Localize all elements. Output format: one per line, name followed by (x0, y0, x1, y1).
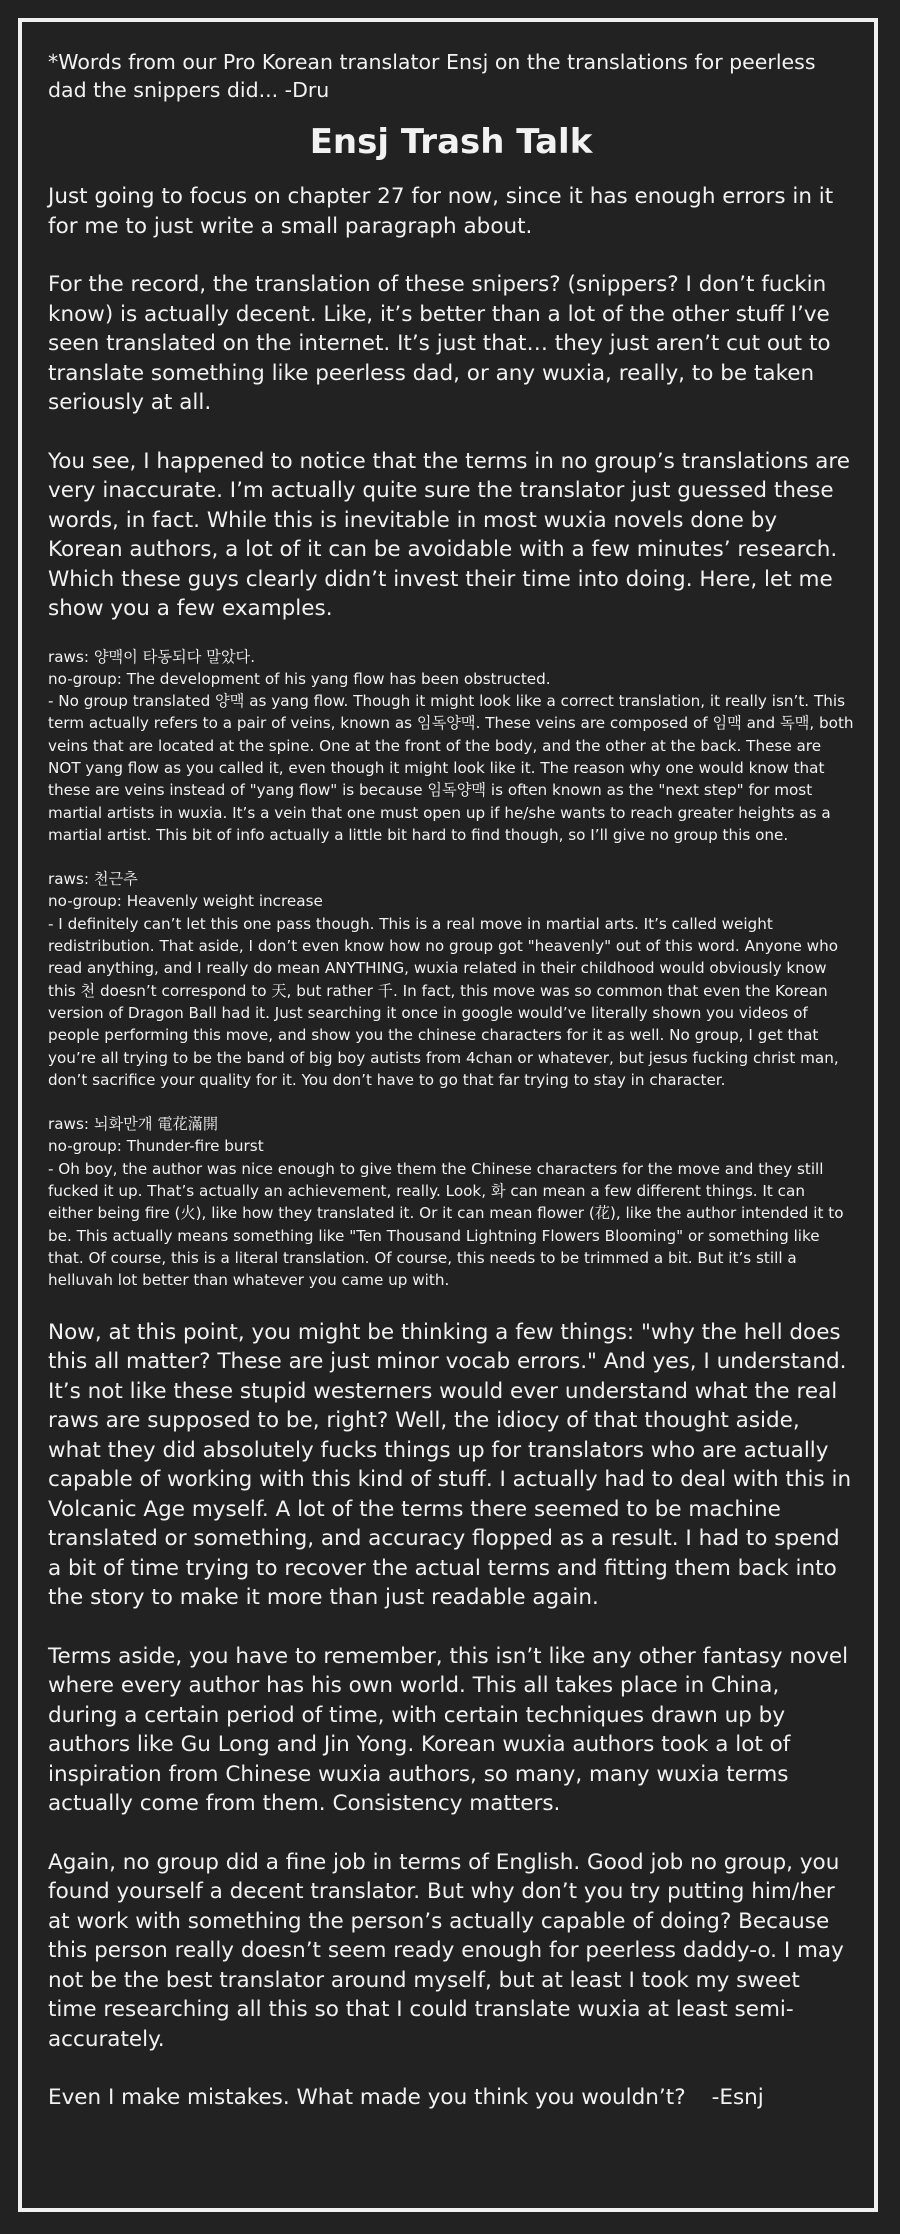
paragraph-consistency: Terms aside, you have to remember, this isn’t like any other fantasy novel where every author has his own world. This all takes place in China, during a certain period of time, with certain techniques drawn up by authors like Gu Long and Jin Yong. Korean wuxia authors took a lot of inspiration from Chinese wuxia authors, so many, many wuxia terms actually come from them. Consistency matters. (48, 1643, 849, 1817)
example-yang-flow (48, 646, 854, 847)
example-raws-line: raws: 양맥이 타동되다 말았다. (48, 647, 256, 666)
example-thunder-fire (48, 1113, 854, 1291)
example-comment: - No group translated 양맥 as yang flow. Though it might look like a correct translation, it really isn’t. This term actually refers to a pair of veins, known as 임독양맥. These veins are composed of 임맥 and 독맥, both veins that are located at the spine. One at the front of the body, and the other at the back. These are NOT yang flow as you called it, even though it might look like it. The reason why one would know that these are veins instead of "yang flow" is because 임독양맥 is often known as the "next step" for most martial artists in wuxia. It’s a vein that one must open up if he/she wants to reach greater heights as a martial artist. This bit of info actually a little bit hard to find though, so I’ll give no group this one. (48, 692, 854, 844)
closing-line (48, 2083, 854, 2113)
paragraph-conclusion: Again, no group did a fine job in terms of English. Good job no group, you found yourself a decent translator. But why don’t you try putting him/her at work with something the person’s actually capable of doing? Because this person really doesn’t seem ready enough for peerless daddy-o. I may not be the best translator around myself, but at least I took my sweet time researching all this so that I could translate wuxia at least semi-accurately. (48, 1849, 844, 2052)
closing-text: Even I make mistakes. What made you think you wouldn’t? (48, 2085, 686, 2111)
example-nogroup-line: no-group: The development of his yang flow has been obstructed. (48, 669, 551, 688)
signature: -Esnj (711, 2085, 764, 2111)
example-nogroup-line: no-group: Thunder-fire burst (48, 1137, 264, 1156)
article (48, 48, 854, 2113)
article-title: Ensj Trash Talk (309, 122, 593, 162)
example-nogroup-line: no-group: Heavenly weight increase (48, 892, 323, 911)
paragraph-inaccurate-terms: You see, I happened to notice that the terms in no group’s translations are very inaccurate. I’m actually quite sure the translator just guessed these words, in fact. While this is inevitable in most wuxia novels done by Korean authors, a lot of it can be avoidable with a few minutes’ research. Which these guys clearly didn’t invest their time into doing. Here, let me show you a few examples. (48, 448, 851, 621)
translator-intro-note: *Words from our Pro Korean translator Ensj on the translations for peerless dad the snippers did... -Dru (48, 50, 816, 102)
paragraph-intro: Just going to focus on chapter 27 for now, since it has enough errors in it for me to just write a small paragraph about. (48, 184, 834, 239)
example-comment: - I definitely can’t let this one pass though. This is a real move in martial arts. It’s called weight redistribution. That aside, I don’t even know how no group got "heavenly" out of this word. Anyone who read anything, and I really do mean ANYTHING, wuxia related in their childhood would obviously know this 천 doesn’t correspond to 天, but rather 千. In fact, this move was so common that even the Korean version of Dragon Ball had it. Just searching it once in google would’ve literally shown you videos of people performing this move, and show you the chinese characters for it as well. No group, I get that you’re all trying to be the band of big boy autists from 4chan or whatever, but jesus fucking christ man, don’t sacrifice your quality for it. You don’t have to go that far trying to stay in character. (48, 914, 839, 1089)
example-comment: - Oh boy, the author was nice enough to give them the Chinese characters for the move and they still fucked it up. That’s actually an achievement, really. Look, 화 can mean a few different things. It can either being fire (火), like how they translated it. Or it can mean flower (花), like the author intended it to be. This actually means something like "Ten Thousand Lightning Flowers Blooming" or something like that. Of course, this is a literal translation. Of course, this needs to be trimmed a bit. But it’s still a helluvah lot better than whatever you came up with. (48, 1159, 844, 1290)
example-raws-line: raws: 천근추 (48, 870, 138, 889)
example-raws-line: raws: 뇌화만개 電花滿開 (48, 1115, 219, 1134)
example-heavenly-weight (48, 868, 854, 1091)
paragraph-translation-quality: For the record, the translation of these snipers? (snippers? I don’t fuckin know) is actually decent. Like, it’s better than a lot of the other stuff I’ve seen translated on the internet. It’s just that… they just aren’t cut out to translate something like peerless dad, or any wuxia, really, to be taken seriously at all. (48, 272, 831, 415)
paragraph-why-it-matters: Now, at this point, you might be thinking a few things: "why the hell does this all matter? These are just minor vocab errors." And yes, I understand. It’s not like these stupid westerners would ever understand what the real raws are supposed to be, right? Well, the idiocy of that thought aside, what they did absolutely fucks things up for translators who are actually capable of working with this kind of stuff. I actually had to deal with this in Volcanic Age myself. A lot of the terms there seemed to be machine translated or something, and accuracy flopped as a result. I had to spend a bit of time trying to recover the actual terms and fitting them back into the story to make it more than just readable again. (48, 1319, 852, 1611)
